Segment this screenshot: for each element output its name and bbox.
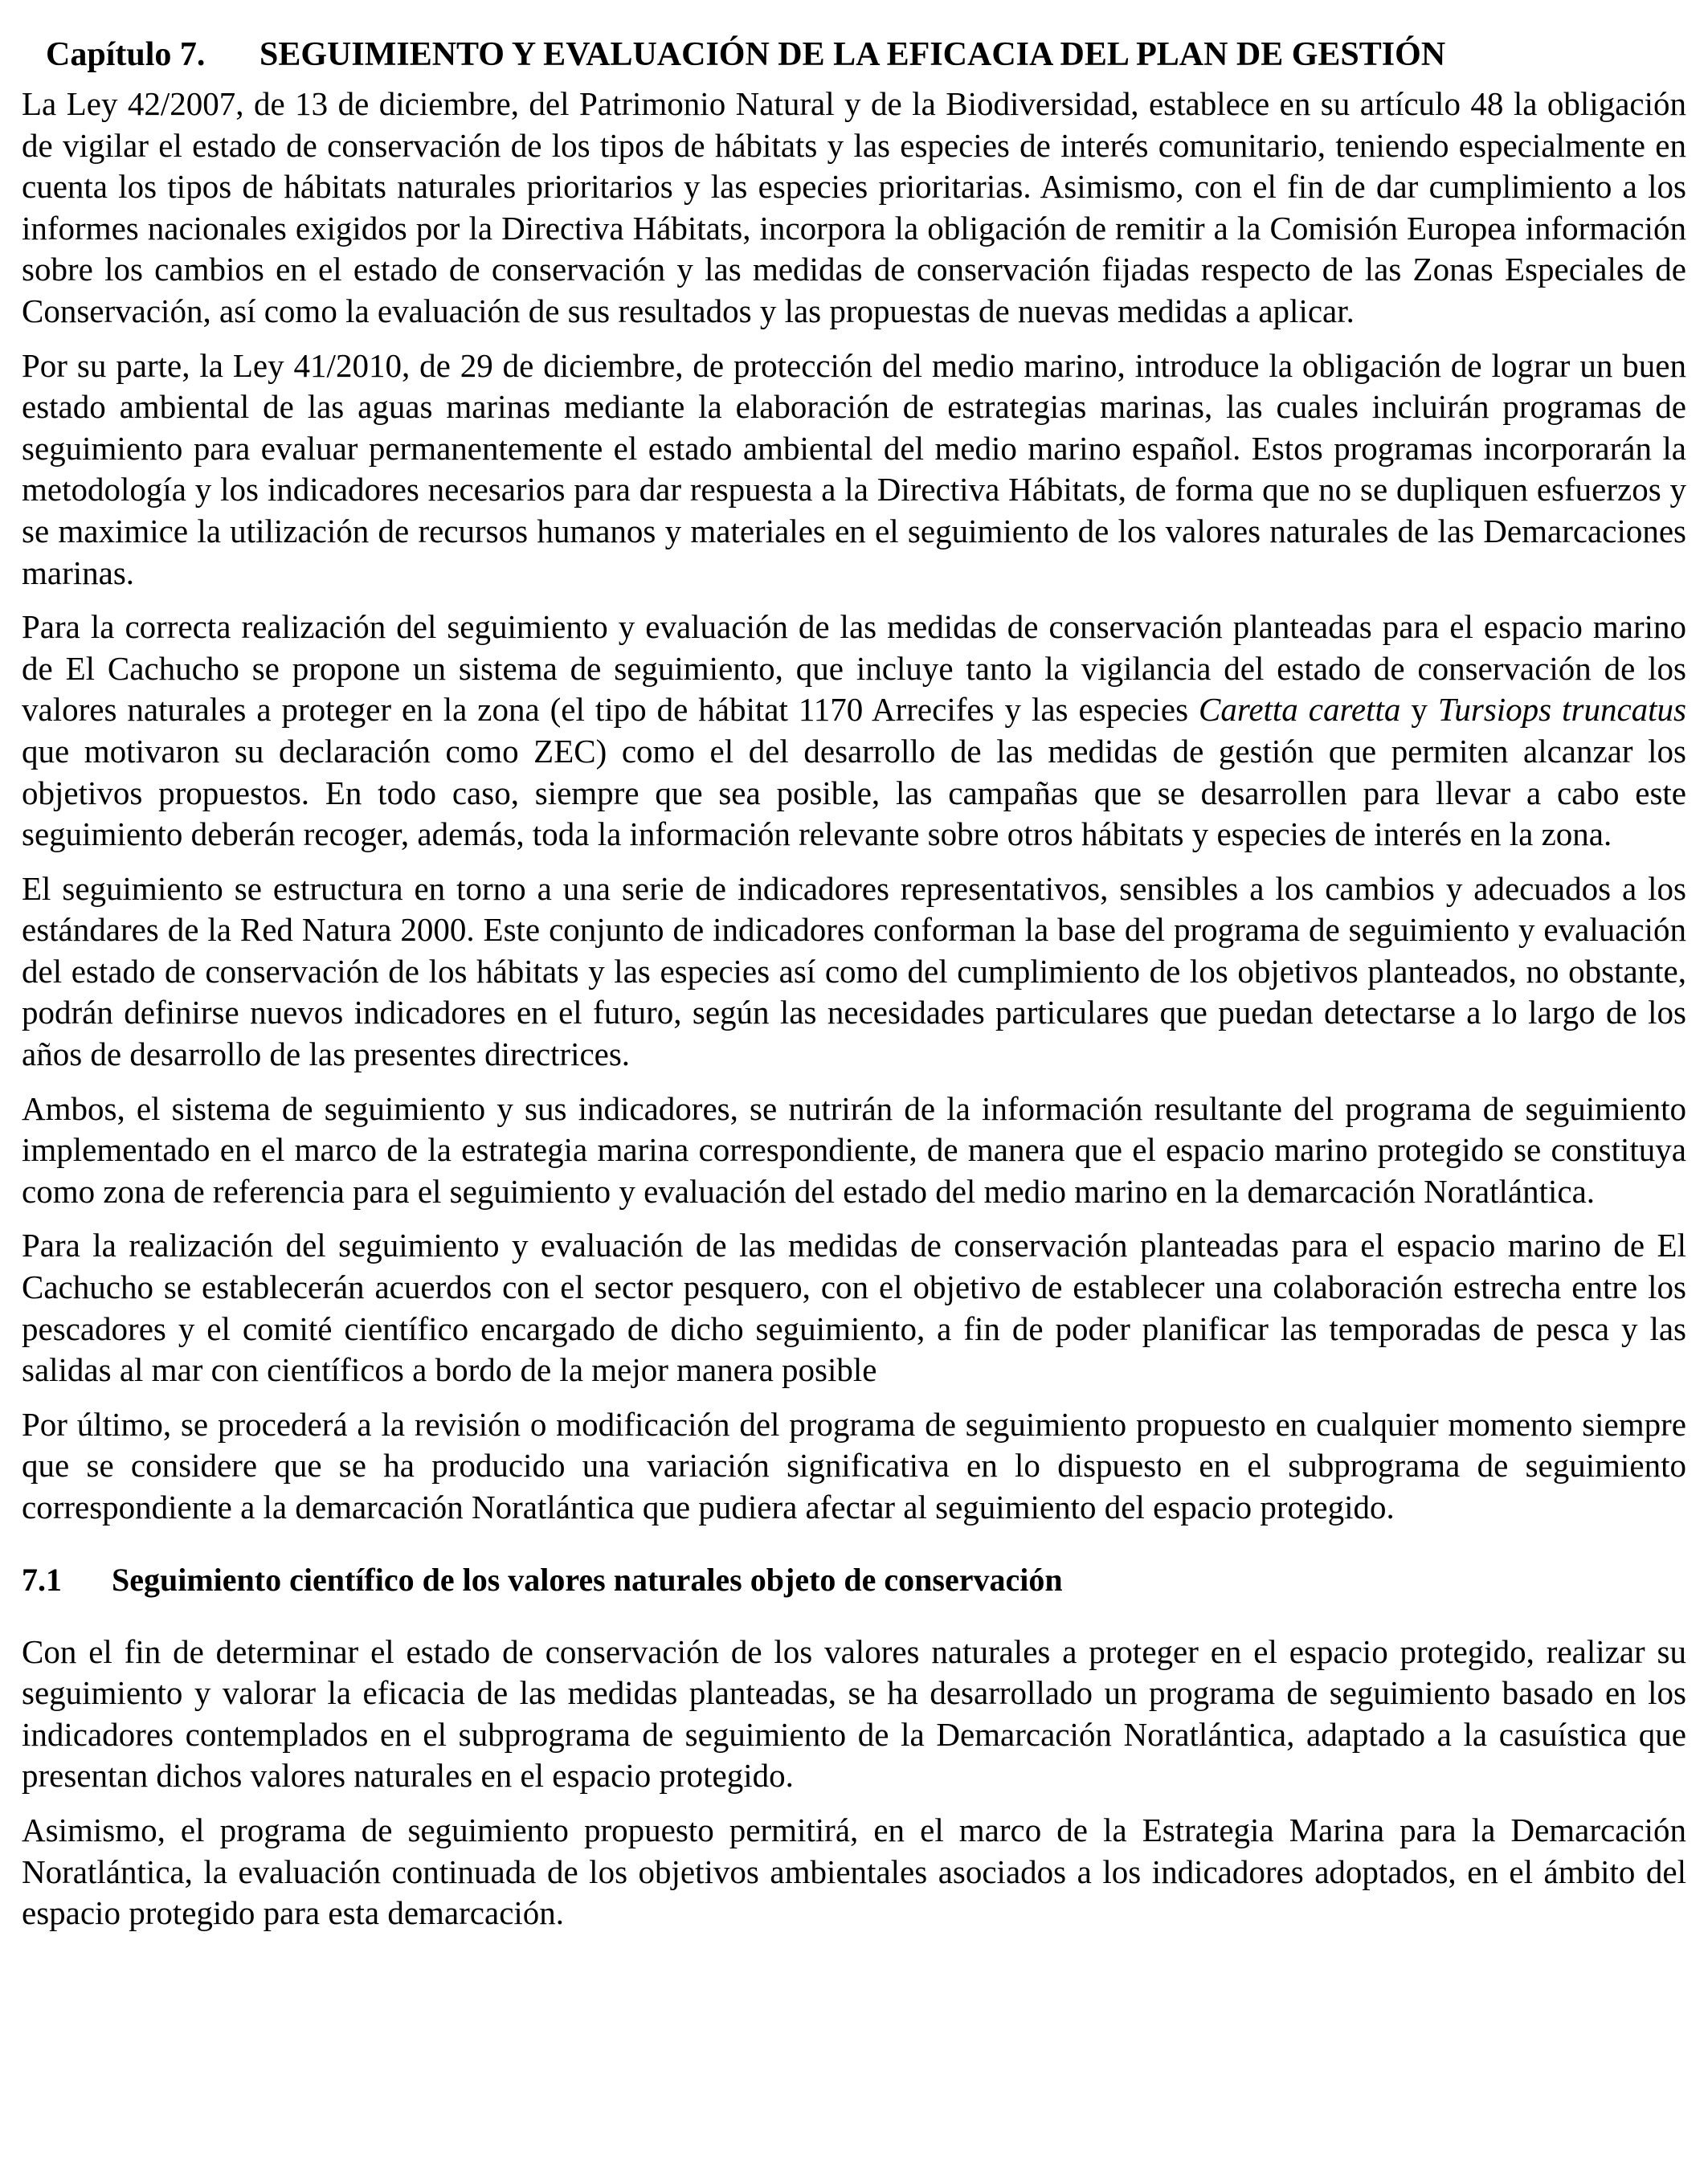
chapter-number: Capítulo 7. bbox=[46, 36, 206, 73]
paragraph-text-after: que motivaron su declaración como ZEC) como el del desarrollo de las medidas de gestión que permiten alcanzar los objetivos propuestos. En todo caso, siempre que sea posible, las campañas que se desarrollen para llevar a cabo este seguimiento deberán recoger, además, toda la información relevante sobre otros hábitats y especies de interés en la zona. bbox=[22, 732, 1686, 853]
paragraph-text-between: y bbox=[1400, 691, 1438, 729]
section-number: 7.1 bbox=[22, 1561, 62, 1598]
paragraph-text-before: Para la correcta realización del seguimiento y evaluación de las medidas de conservación planteadas para el espacio marino de El Cachucho se propone un sistema de seguimiento, que incluye tanto la vigilancia del estado de conservación de los valores naturales a proteger en la zona (el tipo de hábitat 1170 Arrecifes y las especies bbox=[22, 608, 1686, 729]
paragraph-indicadores: El seguimiento se estructura en torno a una serie de indicadores representativos, sensibles a los cambios y adecuados a los estándares de la Red Natura 2000. Este conjunto de indicadores conforman la base del programa de seguimiento y evaluación del estado de conservación de los hábitats y las especies así como del cumplimiento de los objetivos planteados, no obstante, podrán definirse nuevos indicadores en el futuro, según las necesidades particulares que puedan detectarse a lo largo de los años de desarrollo de las presentes directrices. bbox=[22, 869, 1686, 1073]
section-paragraph-con-el-fin: Con el fin de determinar el estado de conservación de los valores naturales a proteger en el espacio protegido, realizar su seguimiento y valorar la eficacia de las medidas planteadas, se ha desarrollado un programa de seguimiento basado en los indicadores contemplados en el subprograma de seguimiento de la Demarcación Noratlántica, adaptado a la casuística que presentan dichos valores naturales en el espacio protegido. bbox=[22, 1632, 1686, 1795]
paragraph-ambos: Ambos, el sistema de seguimiento y sus indicadores, se nutrirán de la información resultante del programa de seguimiento implementado en el marco de la estrategia marina correspondiente, de manera que el espacio marino protegido se constituya como zona de referencia para el seguimiento y evaluación del estado del medio marino en la demarcación Noratlántica. bbox=[22, 1089, 1686, 1210]
section-paragraph-asimismo: Asimismo, el programa de seguimiento propuesto permitirá, en el marco de la Estrategia Marina para la Demarcación Noratlántica, la evaluación continuada de los objetivos ambientales asociados a los indicadores adoptados, en el ámbito del espacio protegido para esta demarcación. bbox=[22, 1811, 1686, 1932]
document-page bbox=[22, 31, 1686, 1947]
section-title: Seguimiento científico de los valores naturales objeto de conservación bbox=[112, 1561, 1063, 1598]
paragraph-ley-42-2007: La Ley 42/2007, de 13 de diciembre, del Patrimonio Natural y de la Biodiversidad, establece en su artículo 48 la obligación de vigilar el estado de conservación de los tipos de hábitats y las especies de interés comunitario, teniendo especialmente en cuenta los tipos de hábitats naturales prioritarios y las especies prioritarias. Asimismo, con el fin de dar cumplimiento a los informes nacionales exigidos por la Directiva Hábitats, incorpora la obligación de remitir a la Comisión Europea información sobre los cambios en el estado de conservación y las medidas de conservación fijadas respecto de las Zonas Especiales de Conservación, así como la evaluación de sus resultados y las propuestas de nuevas medidas a aplicar. bbox=[22, 85, 1686, 329]
chapter-heading bbox=[46, 31, 1686, 79]
section-heading bbox=[22, 1559, 1686, 1601]
species-tursiops-truncatus: Tursiops truncatus bbox=[1437, 691, 1687, 729]
paragraph-sector-pesquero: Para la realización del seguimiento y evaluación de las medidas de conservación planteadas para el espacio marino de El Cachucho se establecerán acuerdos con el sector pesquero, con el objetivo de establecer una colaboración estrecha entre los pescadores y el comité científico encargado de dicho seguimiento, a fin de poder planificar las temporadas de pesca y las salidas al mar con científicos a bordo de la mejor manera posible bbox=[22, 1227, 1686, 1389]
paragraph-revision: Por último, se procederá a la revisión o modificación del programa de seguimiento propuesto en cualquier momento siempre que se considere que se ha producido una variación significativa en lo dispuesto en el subprograma de seguimiento correspondiente a la demarcación Noratlántica que pudiera afectar al seguimiento del espacio protegido. bbox=[22, 1405, 1686, 1526]
chapter-title: SEGUIMIENTO Y EVALUACIÓN DE LA EFICACIA DEL PLAN DE GESTIÓN bbox=[259, 36, 1446, 73]
paragraph-el-cachucho-sistema bbox=[22, 607, 1686, 856]
species-caretta-caretta: Caretta caretta bbox=[1199, 691, 1401, 729]
paragraph-ley-41-2010: Por su parte, la Ley 41/2010, de 29 de diciembre, de protección del medio marino, introduce la obligación de lograr un buen estado ambiental de las aguas marinas mediante la elaboración de estrategias marinas, las cuales incluirán programas de seguimiento para evaluar permanentemente el estado ambiental del medio marino español. Estos programas incorporarán la metodología y los indicadores necesarios para dar respuesta a la Directiva Hábitats, de forma que no se dupliquen esfuerzos y se maximice la utilización de recursos humanos y materiales en el seguimiento de los valores naturales de las Demarcaciones marinas. bbox=[22, 346, 1686, 591]
